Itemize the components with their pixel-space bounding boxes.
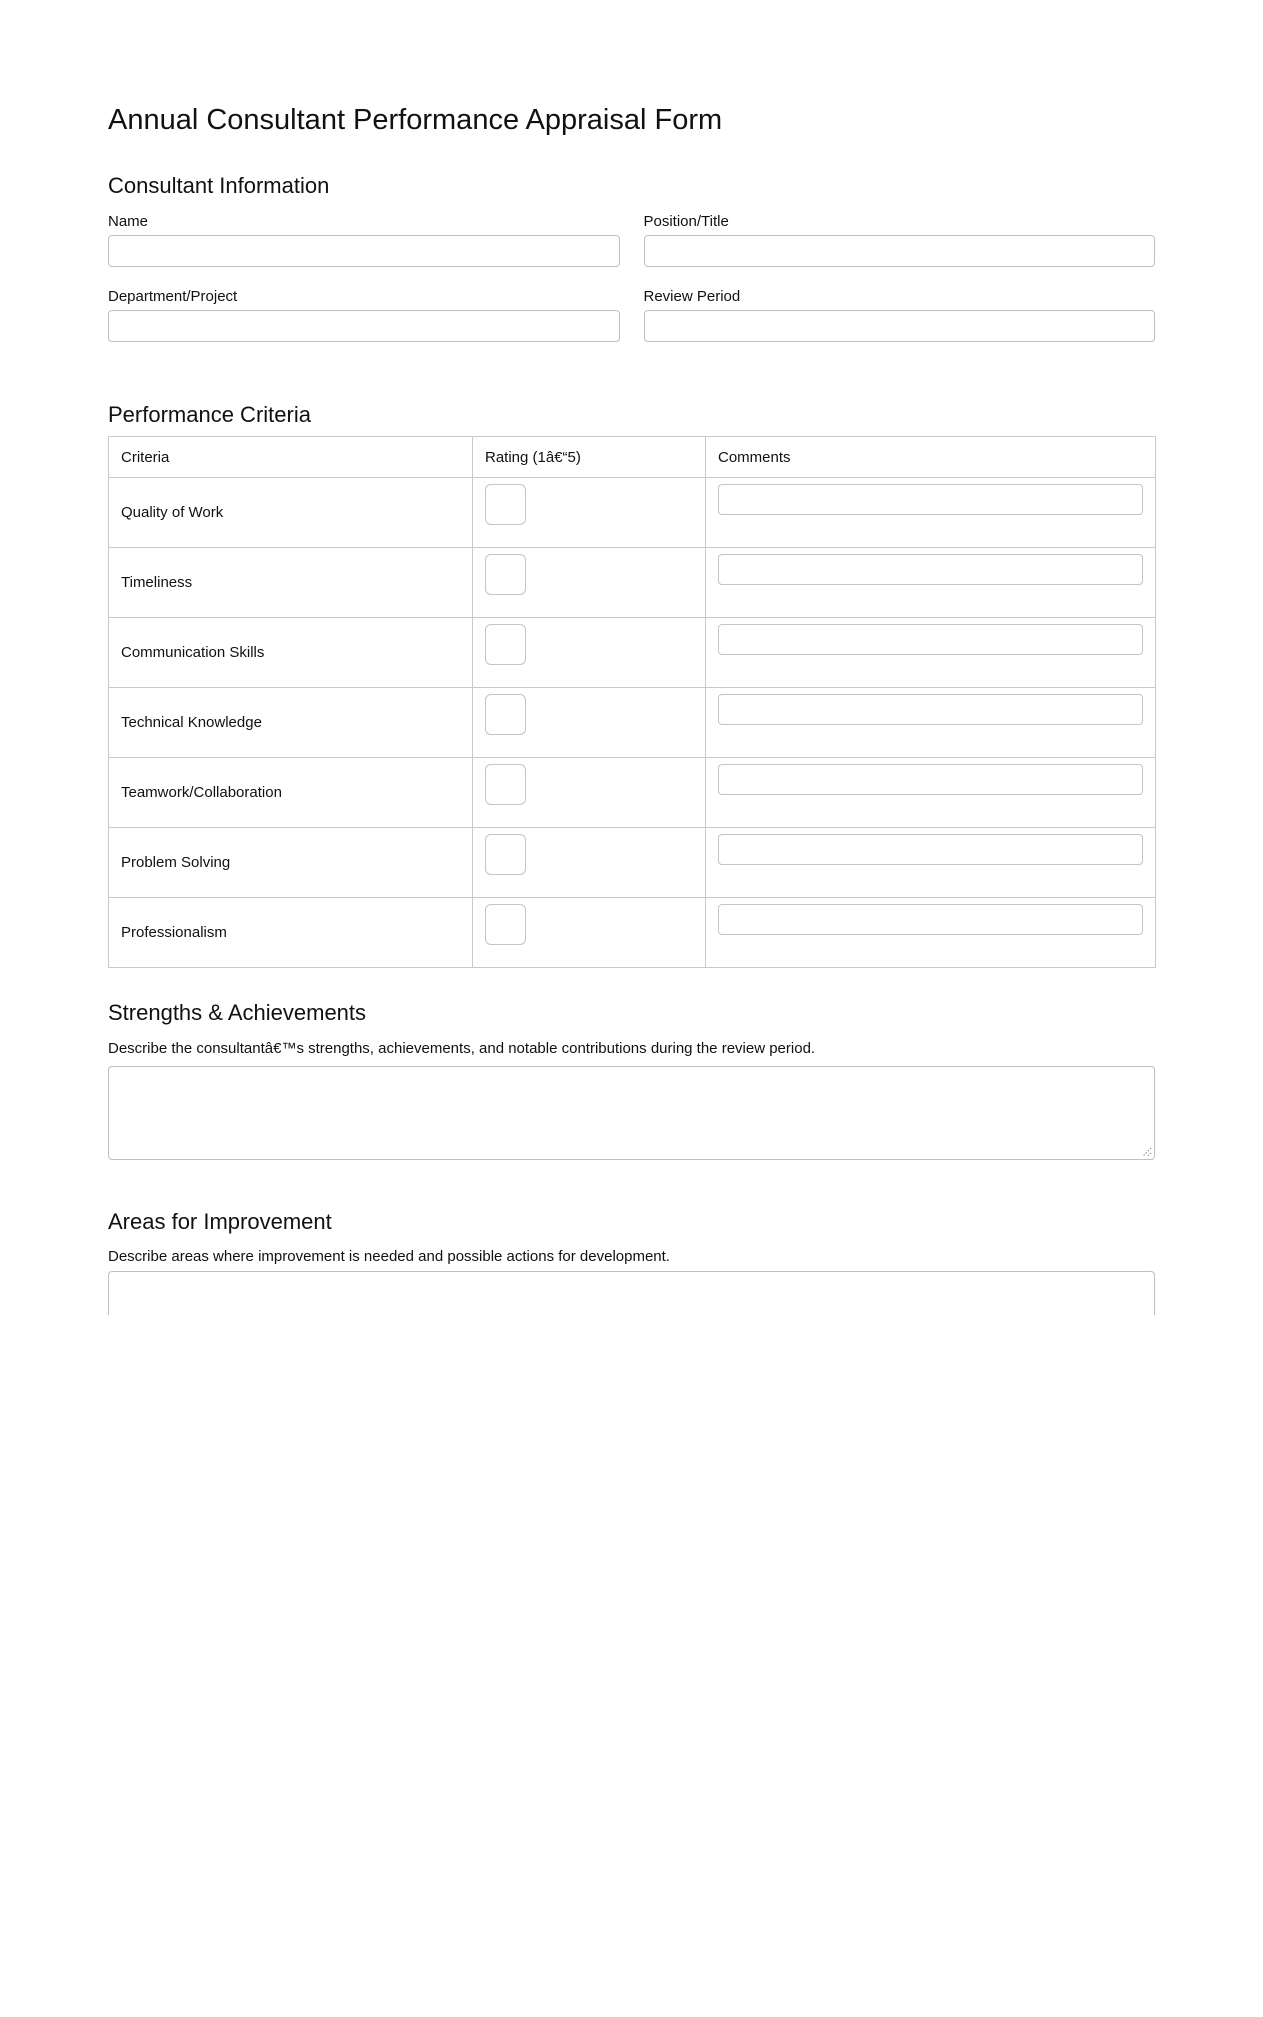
- page-title: Annual Consultant Performance Appraisal Form: [108, 104, 723, 136]
- table-row: [109, 758, 1156, 828]
- comment-input[interactable]: [718, 624, 1143, 655]
- performance-criteria-table: [108, 436, 1156, 968]
- criteria-cell: Timeliness: [109, 548, 473, 618]
- rating-input[interactable]: [485, 834, 526, 875]
- consultant-info-heading: Consultant Information: [108, 173, 330, 199]
- improvement-description: Describe areas where improvement is needed and possible actions for development.: [108, 1247, 670, 1265]
- strengths-textarea[interactable]: [108, 1066, 1155, 1160]
- rating-input[interactable]: [485, 904, 526, 945]
- position-title-input[interactable]: [644, 235, 1156, 267]
- criteria-cell: Problem Solving: [109, 828, 473, 898]
- performance-criteria-heading: Performance Criteria: [108, 401, 311, 427]
- criteria-cell: Technical Knowledge: [109, 688, 473, 758]
- comment-input[interactable]: [718, 764, 1143, 795]
- form-container: [108, 104, 1155, 1315]
- rating-input[interactable]: [485, 484, 526, 525]
- name-input[interactable]: [108, 235, 620, 267]
- position-title-label: Position/Title: [643, 212, 729, 230]
- table-row: [109, 478, 1156, 548]
- position-title-field-group: [644, 213, 1156, 267]
- review-period-field-group: [644, 288, 1156, 342]
- name-field-group: [108, 213, 620, 267]
- name-label: Name: [108, 212, 149, 230]
- table-header-row: [109, 437, 1156, 478]
- table-row: [109, 688, 1156, 758]
- strengths-description: Describe the consultantâ€™s strengths, achievements, and notable contributions during the review period.: [108, 1039, 816, 1057]
- comment-input[interactable]: [718, 904, 1143, 935]
- rating-input[interactable]: [485, 694, 526, 735]
- table-row: [109, 548, 1156, 618]
- department-project-label: Department/Project: [108, 287, 238, 305]
- comment-input[interactable]: [718, 834, 1143, 865]
- rating-input[interactable]: [485, 624, 526, 665]
- criteria-cell: Professionalism: [109, 898, 473, 968]
- comment-input[interactable]: [718, 694, 1143, 725]
- criteria-column-header: Criteria: [109, 437, 473, 478]
- rating-input[interactable]: [485, 554, 526, 595]
- department-project-field-group: [108, 288, 620, 342]
- rating-input[interactable]: [485, 764, 526, 805]
- strengths-heading: Strengths & Achievements: [108, 1000, 367, 1026]
- table-row: [109, 618, 1156, 688]
- improvement-textarea-wrap: [108, 1271, 1155, 1315]
- comment-input[interactable]: [718, 554, 1143, 585]
- criteria-cell: Teamwork/Collaboration: [109, 758, 473, 828]
- comment-input[interactable]: [718, 484, 1143, 515]
- criteria-cell: Communication Skills: [109, 618, 473, 688]
- table-row: [109, 828, 1156, 898]
- criteria-cell: Quality of Work: [109, 478, 473, 548]
- improvement-textarea[interactable]: [108, 1271, 1155, 1315]
- comments-column-header: Comments: [706, 437, 1156, 478]
- review-period-input[interactable]: [644, 310, 1156, 342]
- strengths-textarea-wrap: [108, 1066, 1155, 1160]
- rating-column-header: Rating (1â€“5): [473, 437, 706, 478]
- consultant-info-fields: [108, 213, 1155, 342]
- department-project-input[interactable]: [108, 310, 620, 342]
- resize-grip-icon[interactable]: [1141, 1146, 1152, 1157]
- review-period-label: Review Period: [643, 287, 741, 305]
- table-row: [109, 898, 1156, 968]
- improvement-heading: Areas for Improvement: [108, 1208, 332, 1234]
